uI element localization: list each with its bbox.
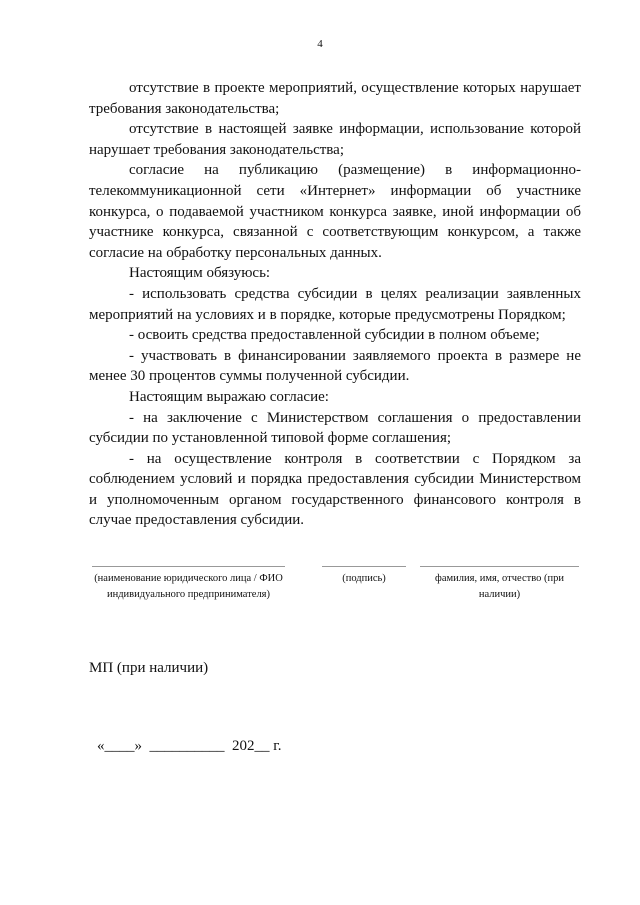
paragraph: согласие на публикацию (размещение) в информационно-телекоммуникационной сети «Интернет» информации об участнике конкурса, о подаваемой участником конкурса заявке, иной информации об участнике конкурса, связанной с соответствующим конкурсом, а также согласие на обработку персональных данных. [89, 162, 581, 261]
full-name-line [420, 566, 579, 603]
seal-label: МП (при наличии) [89, 660, 209, 676]
signature-line [322, 566, 406, 587]
paragraph: - освоить средства предоставленной субсидии в полном объеме; [129, 327, 540, 344]
signature-caption: (подпись) [342, 573, 386, 584]
org-name-caption: (наименование юридического лица / ФИО индивидуального предпринимателя) [94, 573, 283, 600]
full-name-caption: фамилия, имя, отчество (при наличии) [435, 573, 564, 600]
paragraph: отсутствие в настоящей заявке информации, использование которой нарушает требования законодательства; [89, 121, 581, 158]
paragraph: Настоящим выражаю согласие: [129, 388, 329, 405]
signature-block [0, 566, 640, 626]
document-body [89, 78, 581, 531]
paragraph: - использовать средства субсидии в целях реализации заявленных мероприятий на условиях и в порядке, которые предусмотрены Порядком; [89, 285, 581, 323]
page-number: 4 [317, 38, 323, 50]
org-name-line [92, 566, 285, 603]
paragraph: отсутствие в проекте мероприятий, осуществление которых нарушает требования законодательства; [89, 80, 581, 117]
date-line: «____» __________ 202__ г. [97, 738, 282, 754]
paragraph: - на заключение с Министерством соглашения о предоставлении субсидии по установленной типовой форме соглашения; [89, 409, 581, 447]
paragraph: - на осуществление контроля в соответствии с Порядком за соблюдением условий и порядка предоставления субсидии Министерством и уполномоченным органом государственного финансового контроля в случае предоставления субсидии. [89, 450, 581, 529]
paragraph: - участвовать в финансировании заявляемого проекта в размере не менее 30 процентов суммы полученной субсидии. [89, 347, 581, 385]
paragraph: Настоящим обязуюсь: [129, 265, 271, 282]
